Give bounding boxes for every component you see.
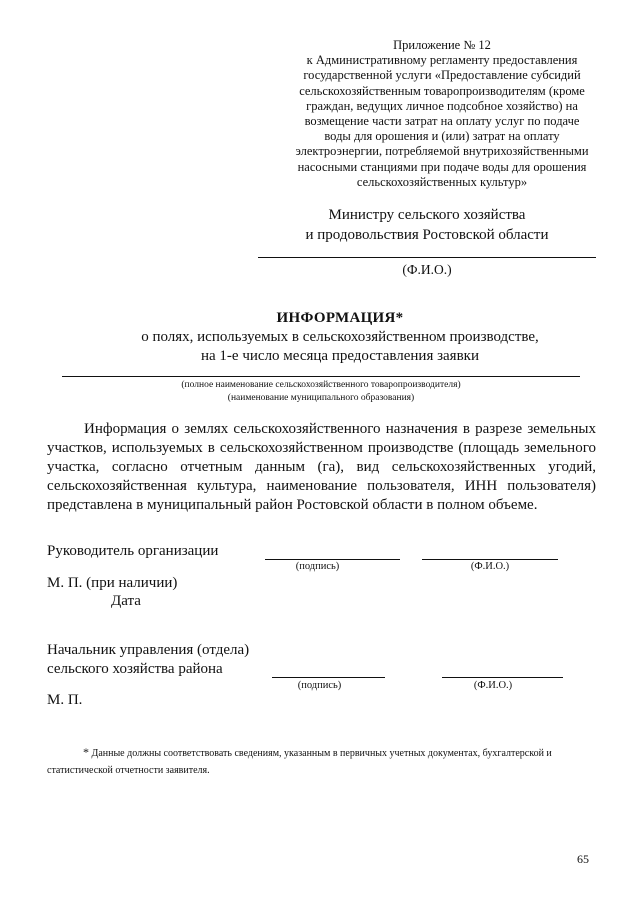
appendix-line: государственной услуги «Предоставление субсидий — [303, 68, 581, 83]
appendix-line: к Административному регламенту предоставления — [306, 53, 578, 68]
subtitle-line-1: о полях, используемых в сельскохозяйственном производстве, — [141, 329, 539, 345]
addressee-line-2: и продовольствия Ростовской области — [305, 227, 549, 243]
addressee-block — [258, 205, 596, 245]
page-number: 65 — [577, 852, 589, 866]
addressee-fio-field[interactable] — [258, 257, 596, 258]
appendix-line: граждан, ведущих личное подсобное хозяйство) на — [306, 98, 578, 113]
footnote-star: * — [83, 745, 89, 759]
appendix-line: воды для орошения и (или) затрат на оплату — [324, 129, 560, 144]
head-label: Руководитель организации — [47, 543, 219, 559]
stamp-label-2: М. П. — [47, 692, 83, 708]
addressee-line-1: Министру сельского хозяйства — [328, 207, 526, 223]
appendix-line: Приложение № 12 — [393, 38, 491, 52]
department-label-1: Начальник управления (отдела) — [47, 642, 250, 658]
body-paragraph — [47, 420, 596, 515]
department-fio-field[interactable] — [442, 677, 563, 678]
applicant-name-caption: (полное наименование сельскохозяйственного товаропроизводителя) — [181, 380, 461, 390]
department-label-2: сельского хозяйства района — [47, 661, 223, 677]
applicant-name-field[interactable] — [62, 376, 580, 377]
stamp-label: М. П. (при наличии) — [47, 575, 178, 591]
head-fio-field[interactable] — [422, 559, 558, 560]
appendix-line: электроэнергии, потребляемой внутрихозяйственными — [295, 144, 589, 159]
date-label: Дата — [111, 593, 141, 609]
appendix-line: насосными станциями при подаче воды для орошения — [297, 159, 587, 174]
head-signature-caption: (подпись) — [295, 561, 340, 572]
municipality-caption: (наименование муниципального образования) — [227, 393, 415, 403]
department-fio-caption: (Ф.И.О.) — [473, 680, 513, 691]
department-signature-field[interactable] — [272, 677, 385, 678]
appendix-header — [288, 38, 596, 190]
footnote-text: Данные должны соответствовать сведениям, указанным в первичных учетных документах, бухгалтерской и статистической отчетности заявителя. — [47, 748, 552, 776]
document-title: ИНФОРМАЦИЯ* — [276, 310, 404, 326]
head-signature-field[interactable] — [265, 559, 400, 560]
department-signature-caption: (подпись) — [297, 680, 342, 691]
body-text: Информация о землях сельскохозяйственного назначения в разрезе земельных участков, используемых в сельскохозяйственном производстве (площадь земельного участка, согласно отчетным данным (га), вид сельскохозяйственных угодий, сельскохозяйственная культура, наименование пользователя, ИНН пользователя) представлена в муниципальный район Ростовской области в полном объеме. — [47, 421, 596, 513]
subtitle-line-2: на 1-е число месяца предоставления заявки — [201, 348, 479, 364]
appendix-line: сельскохозяйственным товаропроизводителям (кроме — [299, 83, 585, 98]
footnote — [47, 744, 597, 779]
document-subtitle — [0, 328, 640, 366]
head-fio-caption: (Ф.И.О.) — [470, 561, 510, 572]
appendix-line: сельскохозяйственных культур» — [356, 174, 528, 189]
appendix-line: возмещение части затрат на оплату услуг по подаче — [304, 114, 580, 129]
addressee-fio-caption: (Ф.И.О.) — [402, 262, 452, 277]
